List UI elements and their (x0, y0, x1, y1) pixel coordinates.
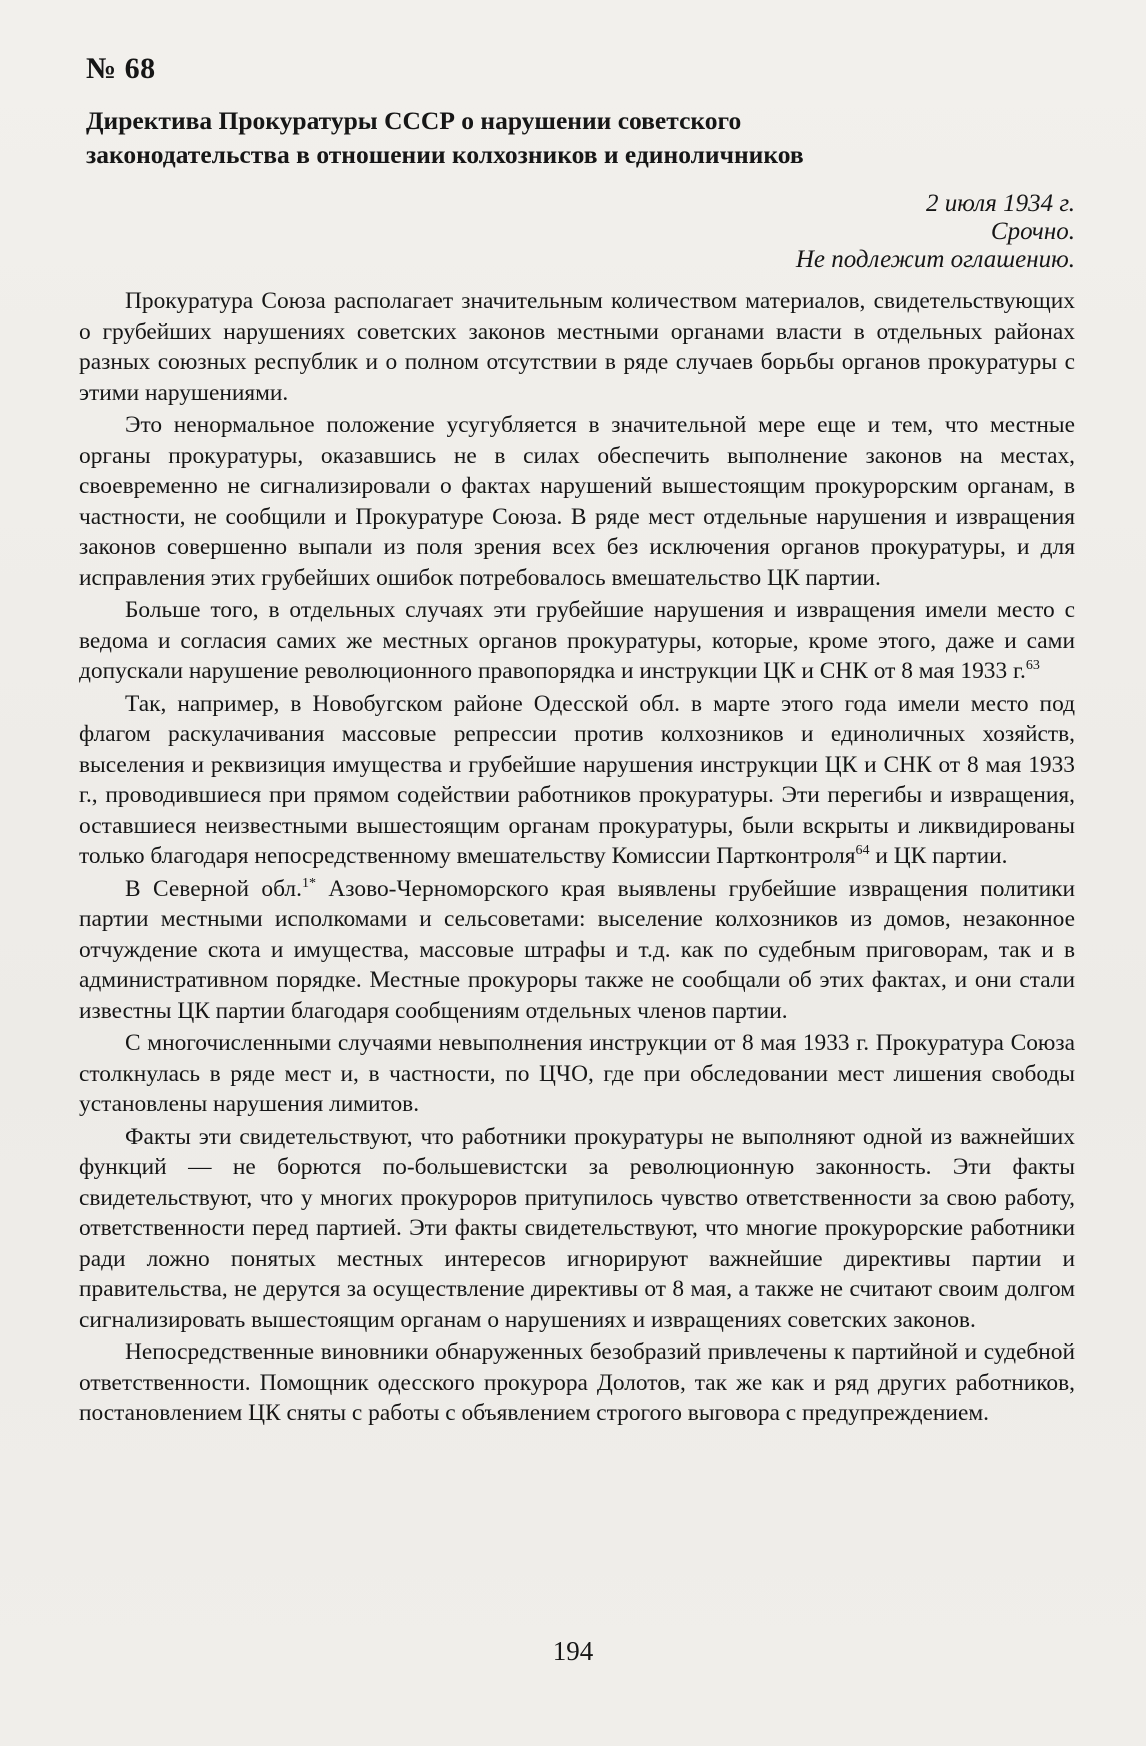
paragraph-6: С многочисленными случаями невыполнения инструкции от 8 мая 1933 г. Прокуратура Союза столкнулась в ряде мест и, в частности, по ЦЧО, где при обследовании мест лишения свободы установлены нарушения лимитов. (79, 1030, 1075, 1117)
paragraph-5-tail: Азово-Черноморского края выявлены грубейшие извращения политики партии местными исполкомами и сельсоветами: выселение колхозников из домов, незаконное отчуждение скота и имущества, массовые штрафы и т.д. как по судебным приговорам, так и в административном порядке. Местные прокуроры также не сообщали об этих фактах, и они стали известны ЦК партии благодаря сообщениям отдельных членов партии. (79, 875, 1075, 1024)
page-number: 194 (552, 1636, 594, 1666)
paragraph-4-text: Так, например, в Новобугском районе Одесской обл. в марте этого года имели место под флагом раскулачивания массовые репрессии против колхозников и единоличных хозяйств, выселения и реквизиция имущества и грубейшие нарушения инструкции ЦК и СНК от 8 мая 1933 г., проводившиеся при прямом содействии работников прокуратуры. Эти перегибы и извращения, оставшиеся неизвестными вышестоящим органам прокуратуры, были вскрыты и ликвидированы только благодаря непосредственному вмешательству Комиссии Партконтроля (79, 690, 1075, 869)
document-number: № 68 (86, 52, 156, 85)
paragraph-7: Факты эти свидетельствуют, что работники прокуратуры не выполняют одной из важнейших функций — не борются по-большевистски за революционную законность. Эти факты свидетельствуют, что у многих прокуроров притупилось чувство ответственности за свою работу, ответственности перед партией. Эти факты свидетельствуют, что многие прокурорские работники ради ложно понятых местных интересов игнорируют важнейшие директивы партии и правительства, не дерутся за осуществление директивы от 8 мая, а также не считают своим долгом сигнализировать вышестоящим органам о нарушениях и извращениях советских законов. (79, 1123, 1075, 1333)
document-meta (796, 190, 1075, 274)
document-title (86, 104, 1046, 172)
footnote-ref-63: 63 (1025, 657, 1040, 674)
document-title-line-2: законодательства в отношении колхозников и единоличников (86, 140, 804, 169)
paragraph-1: Прокуратура Союза располагает значительным количеством материалов, свидетельствующих о грубейших нарушениях советских законов местными органами власти в отдельных районах разных союзных республик и о полном отсутствии в ряде случаев борьбы органов прокуратуры с этими нарушениями. (79, 288, 1075, 406)
document-title-line-1: Директива Прокуратуры СССР о нарушении советского (86, 106, 742, 135)
paragraph-3-text: Больше того, в отдельных случаях эти грубейшие нарушения и извращения имели место с ведома и согласия самих же местных органов прокуратуры, которые, кроме этого, даже и сами допускали нарушение революционного правопорядка и инструкции ЦК и СНК от 8 мая 1933 г. (79, 597, 1075, 684)
paragraph-4 (79, 689, 1075, 872)
paragraph-8: Непосредственные виновники обнаруженных безобразий привлечены к партийной и судебной ответственности. Помощник одесского прокурора Долотов, так же как и ряд других работников, постановлением ЦК сняты с работы с объявлением строгого выговора с предупреждением. (79, 1339, 1075, 1426)
document-date: 2 июля 1934 г. (926, 190, 1075, 217)
paragraph-3 (79, 595, 1075, 687)
urgency-mark: Срочно. (990, 218, 1075, 245)
paragraph-5-text: В Северной обл. (125, 875, 302, 902)
footnote-ref-1: 1* (301, 874, 316, 891)
paragraph-5 (79, 874, 1075, 1027)
classification-mark: Не подлежит оглашению. (795, 246, 1075, 273)
document-body (79, 286, 1075, 1429)
paragraph-4-tail: и ЦК партии. (869, 843, 1008, 869)
footnote-ref-64: 64 (855, 842, 870, 859)
paragraph-2: Это ненормальное положение усугубляется в значительной мере еще и тем, что местные органы прокуратуры, оказавшись не в силах обеспечить выполнение законов на местах, своевременно не сигнализировали о фактах нарушений вышестоящим прокурорским органам, в частности, не сообщили и Прокуратуре Союза. В ряде мест отдельные нарушения и извращения законов совершенно выпали из поля зрения всех без исключения органов прокуратуры, и для исправления этих грубейших ошибок потребовалось вмешательство ЦК партии. (79, 412, 1075, 591)
